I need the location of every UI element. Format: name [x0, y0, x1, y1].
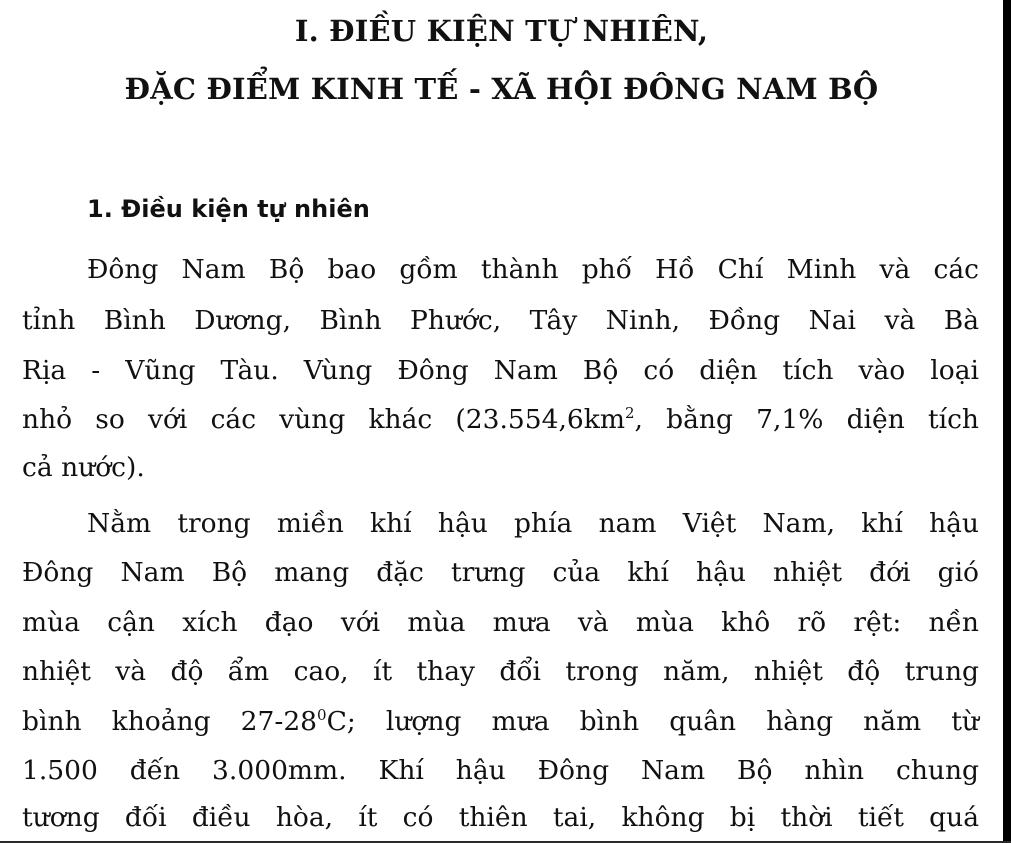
- paragraph-1-line-4-text-a: nhỏ so với các vùng khác (23.554,6km: [22, 404, 625, 435]
- paragraph-1-line-3: Rịa - Vũng Tàu. Vùng Đông Nam Bộ có diện tích vào loại: [22, 355, 979, 386]
- scan-right-edge: [1003, 0, 1011, 843]
- paragraph-2-line-3: mùa cận xích đạo với mùa mưa và mùa khô rõ rệt: nền: [22, 607, 979, 638]
- paragraph-1-line-1: Đông Nam Bộ bao gồm thành phố Hồ Chí Minh và các: [87, 254, 979, 285]
- section-heading: 1. Điều kiện tự nhiên: [87, 195, 370, 223]
- area-unit-superscript: 2: [624, 404, 635, 423]
- paragraph-1-line-2: tỉnh Bình Dương, Bình Phước, Tây Ninh, Đồng Nai và Bà: [22, 305, 979, 336]
- paragraph-2-line-6: 1.500 đến 3.000mm. Khí hậu Đông Nam Bộ nhìn chung: [22, 755, 979, 786]
- paragraph-2-line-7: tương đối điều hòa, ít có thiên tai, không bị thời tiết quá: [22, 802, 979, 833]
- paragraph-2-line-2: Đông Nam Bộ mang đặc trưng của khí hậu nhiệt đới gió: [22, 557, 979, 588]
- paragraph-2-line-4: nhiệt và độ ẩm cao, ít thay đổi trong năm, nhiệt độ trung: [22, 656, 979, 687]
- chapter-title-line-1: I. ĐIỀU KIỆN TỰ NHIÊN,: [294, 14, 709, 48]
- paragraph-2-line-5-text-a: bình khoảng 27-28: [22, 706, 318, 737]
- paragraph-1-line-5: cả nước).: [22, 452, 145, 483]
- paragraph-1-line-4: [22, 404, 979, 436]
- paragraph-2-line-5: [22, 706, 979, 738]
- chapter-title-line-2: ĐẶC ĐIỂM KINH TẾ - XÃ HỘI ĐÔNG NAM BỘ: [124, 72, 879, 106]
- degree-superscript: 0: [317, 706, 327, 725]
- paragraph-2-line-5-text-b: C; lượng mưa bình quân hàng năm từ: [326, 706, 979, 737]
- paragraph-2-line-1: Nằm trong miền khí hậu phía nam Việt Nam, khí hậu: [87, 508, 979, 539]
- paragraph-1-line-4-text-b: , bằng 7,1% diện tích: [634, 404, 979, 435]
